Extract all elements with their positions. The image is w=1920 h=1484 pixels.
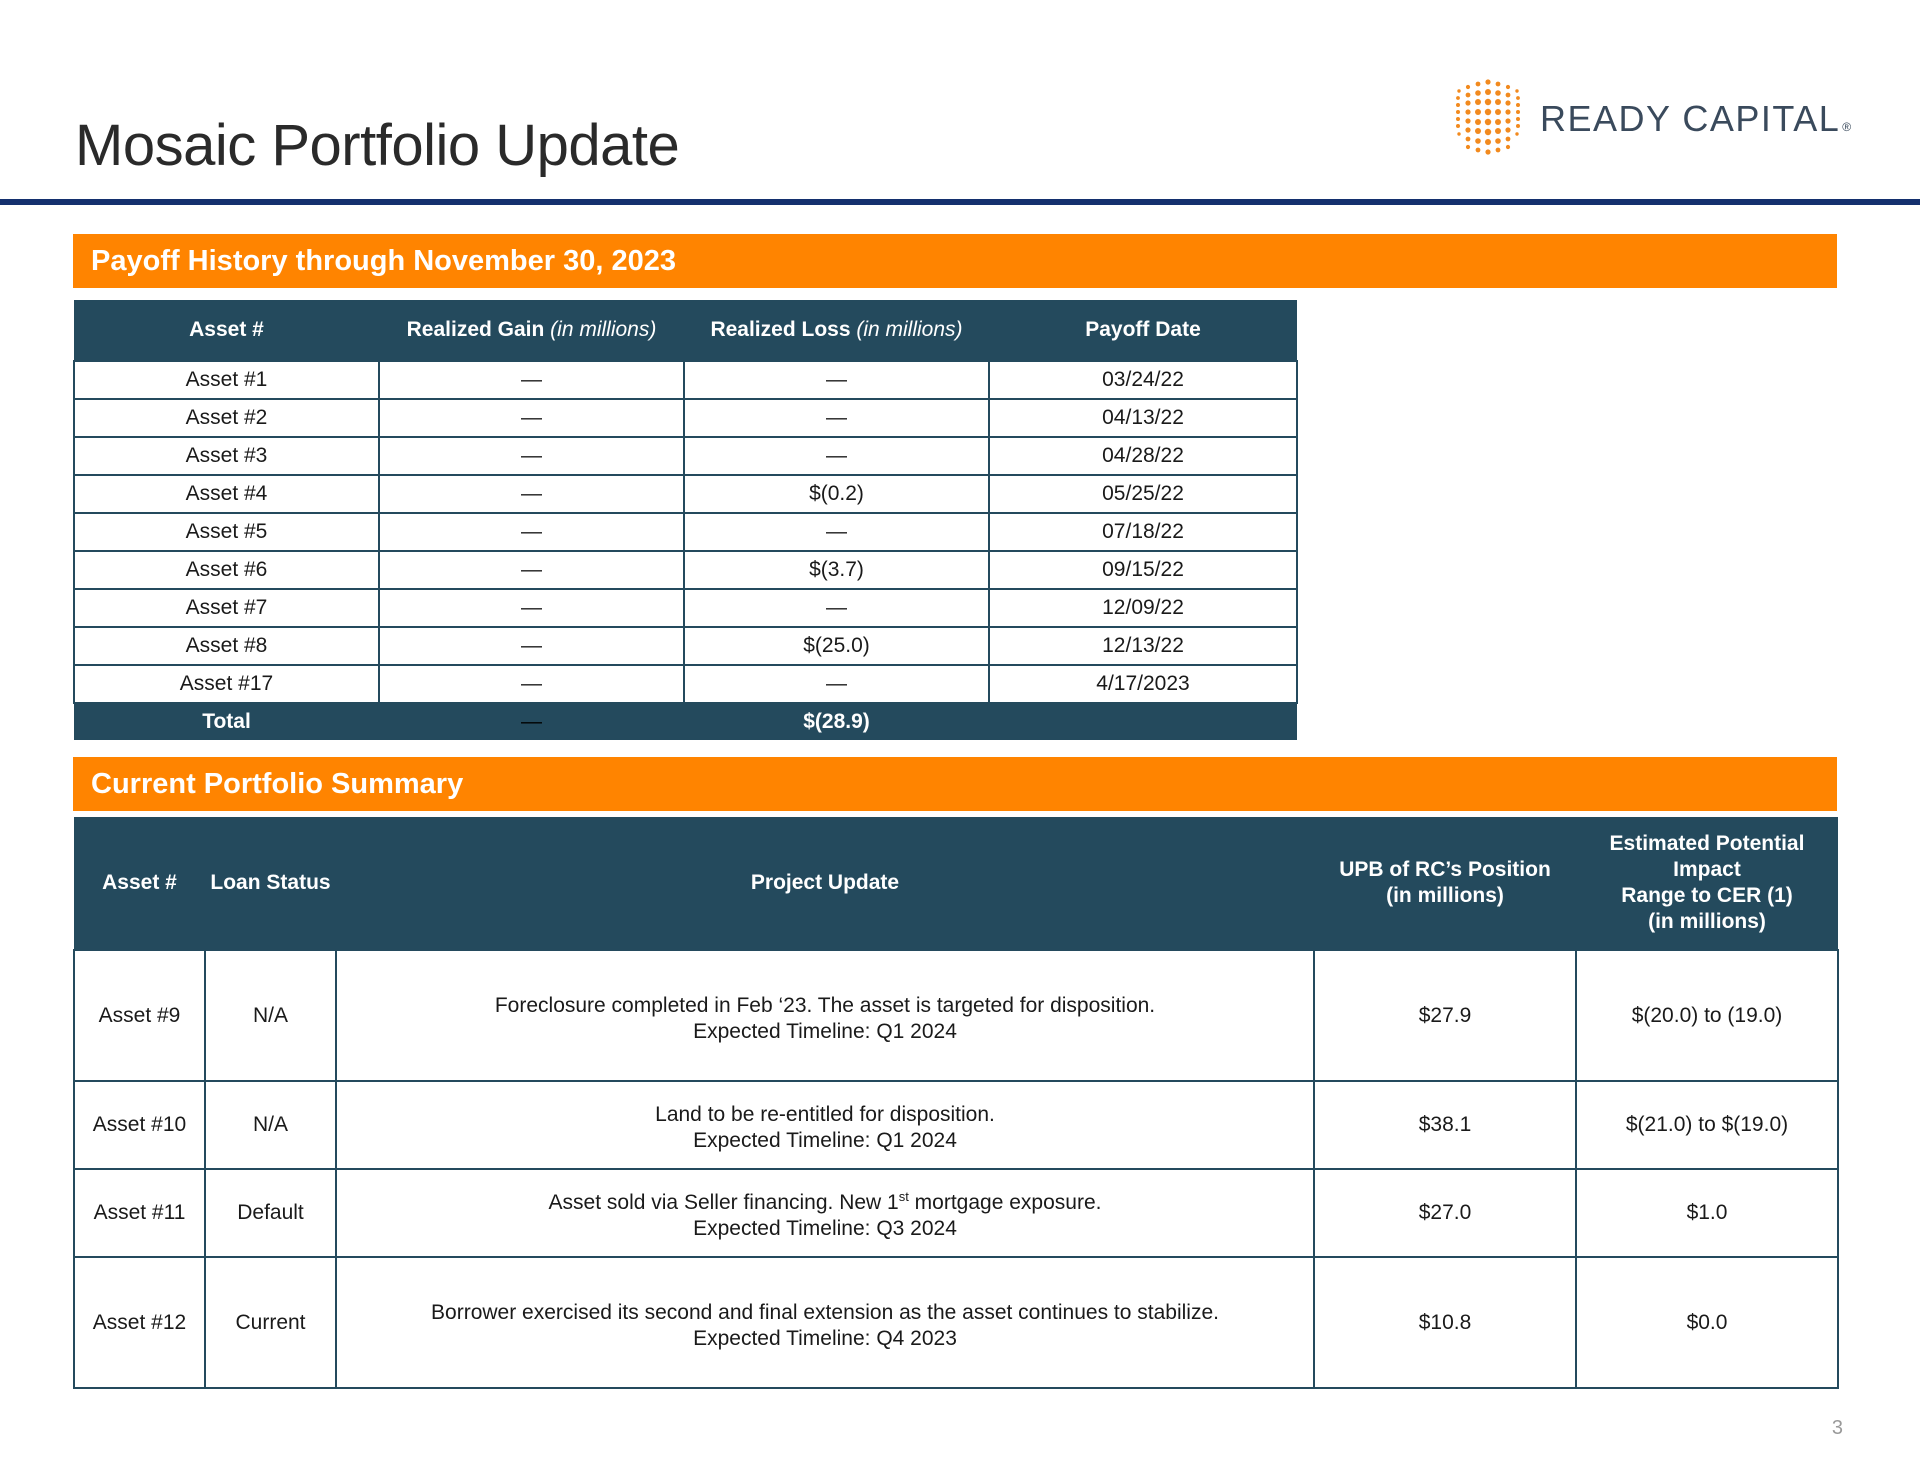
table-row xyxy=(74,475,1297,513)
ready-capital-logo xyxy=(1448,78,1853,158)
loss-cell: — xyxy=(684,589,989,627)
page-number: 3 xyxy=(1831,1417,1843,1439)
table-row xyxy=(74,1169,1838,1257)
status-cell: Current xyxy=(205,1257,336,1388)
portfolio-summary-banner: Current Portfolio Summary xyxy=(73,757,1837,811)
gain-cell: — xyxy=(379,589,684,627)
title-divider xyxy=(0,199,1920,205)
loss-cell: — xyxy=(684,513,989,551)
asset-cell: Asset #11 xyxy=(74,1169,205,1257)
asset-cell: Asset #6 xyxy=(74,551,379,589)
gain-cell: — xyxy=(379,475,684,513)
status-cell: N/A xyxy=(205,1081,336,1169)
column-header-update: Project Update xyxy=(336,817,1314,950)
table-row xyxy=(74,399,1297,437)
impact-cell: $(21.0) to $(19.0) xyxy=(1576,1081,1838,1169)
logo-wordmark: READY CAPITAL ® xyxy=(1540,98,1853,139)
table-row xyxy=(74,665,1297,703)
impact-cell: $(20.0) to (19.0) xyxy=(1576,950,1838,1081)
status-cell: Default xyxy=(205,1169,336,1257)
total-label: Total xyxy=(74,703,379,740)
loss-cell: — xyxy=(684,361,989,399)
column-header: Realized Gain (in millions) xyxy=(379,300,684,361)
asset-cell: Asset #17 xyxy=(74,665,379,703)
asset-cell: Asset #10 xyxy=(74,1081,205,1169)
gain-cell: — xyxy=(379,361,684,399)
date-cell: 12/09/22 xyxy=(989,589,1297,627)
asset-cell: Asset #7 xyxy=(74,589,379,627)
table-header-row xyxy=(74,817,1838,950)
table-header-row xyxy=(74,300,1297,361)
asset-cell: Asset #12 xyxy=(74,1257,205,1388)
column-header: Asset # xyxy=(74,300,379,361)
gain-cell: — xyxy=(379,627,684,665)
asset-cell: Asset #8 xyxy=(74,627,379,665)
table-row xyxy=(74,437,1297,475)
date-cell: 03/24/22 xyxy=(989,361,1297,399)
upb-cell: $38.1 xyxy=(1314,1081,1576,1169)
table-row xyxy=(74,950,1838,1081)
loss-cell: — xyxy=(684,665,989,703)
table-row xyxy=(74,627,1297,665)
total-gain: — xyxy=(379,703,684,740)
payoff-history-banner: Payoff History through November 30, 2023 xyxy=(73,234,1837,288)
table-row xyxy=(74,1257,1838,1388)
update-cell: Foreclosure completed in Feb ‘23. The asset is targeted for disposition. Expected Timeline: Q1 2024 xyxy=(336,950,1314,1081)
asset-cell: Asset #1 xyxy=(74,361,379,399)
column-header-impact: Estimated Potential Impact Range to CER (1) (in millions) xyxy=(1576,817,1838,950)
column-header-status: Loan Status xyxy=(205,817,336,950)
date-cell: 04/13/22 xyxy=(989,399,1297,437)
date-cell: 07/18/22 xyxy=(989,513,1297,551)
table-row xyxy=(74,361,1297,399)
table-row xyxy=(74,589,1297,627)
asset-cell: Asset #9 xyxy=(74,950,205,1081)
update-cell: Land to be re-entitled for disposition. Expected Timeline: Q1 2024 xyxy=(336,1081,1314,1169)
gain-cell: — xyxy=(379,399,684,437)
column-header-upb: UPB of RC’s Position (in millions) xyxy=(1314,817,1576,950)
loss-cell: $(3.7) xyxy=(684,551,989,589)
gain-cell: — xyxy=(379,665,684,703)
date-cell: 4/17/2023 xyxy=(989,665,1297,703)
portfolio-summary-table xyxy=(73,817,1839,1389)
loss-cell: — xyxy=(684,437,989,475)
update-cell: Asset sold via Seller financing. New 1st mortgage exposure. Expected Timeline: Q3 2024 xyxy=(336,1169,1314,1257)
gain-cell: — xyxy=(379,437,684,475)
gain-cell: — xyxy=(379,513,684,551)
asset-cell: Asset #3 xyxy=(74,437,379,475)
column-header-asset: Asset # xyxy=(74,817,205,950)
total-row xyxy=(74,703,1297,740)
asset-cell: Asset #5 xyxy=(74,513,379,551)
table-row xyxy=(74,551,1297,589)
total-date xyxy=(989,703,1297,740)
logo-dots-icon xyxy=(1448,78,1528,158)
loss-cell: — xyxy=(684,399,989,437)
table-row xyxy=(74,1081,1838,1169)
update-cell: Borrower exercised its second and final extension as the asset continues to stabilize. Expected Timeline: Q4 2023 xyxy=(336,1257,1314,1388)
payoff-history-table xyxy=(73,300,1298,740)
loss-cell: $(0.2) xyxy=(684,475,989,513)
gain-cell: — xyxy=(379,551,684,589)
date-cell: 12/13/22 xyxy=(989,627,1297,665)
upb-cell: $27.9 xyxy=(1314,950,1576,1081)
upb-cell: $10.8 xyxy=(1314,1257,1576,1388)
column-header: Payoff Date xyxy=(989,300,1297,361)
upb-cell: $27.0 xyxy=(1314,1169,1576,1257)
date-cell: 09/15/22 xyxy=(989,551,1297,589)
impact-cell: $1.0 xyxy=(1576,1169,1838,1257)
total-loss: $(28.9) xyxy=(684,703,989,740)
table-row xyxy=(74,513,1297,551)
loss-cell: $(25.0) xyxy=(684,627,989,665)
impact-cell: $0.0 xyxy=(1576,1257,1838,1388)
page-title: Mosaic Portfolio Update xyxy=(75,113,680,178)
column-header: Realized Loss (in millions) xyxy=(684,300,989,361)
status-cell: N/A xyxy=(205,950,336,1081)
date-cell: 04/28/22 xyxy=(989,437,1297,475)
date-cell: 05/25/22 xyxy=(989,475,1297,513)
asset-cell: Asset #4 xyxy=(74,475,379,513)
asset-cell: Asset #2 xyxy=(74,399,379,437)
